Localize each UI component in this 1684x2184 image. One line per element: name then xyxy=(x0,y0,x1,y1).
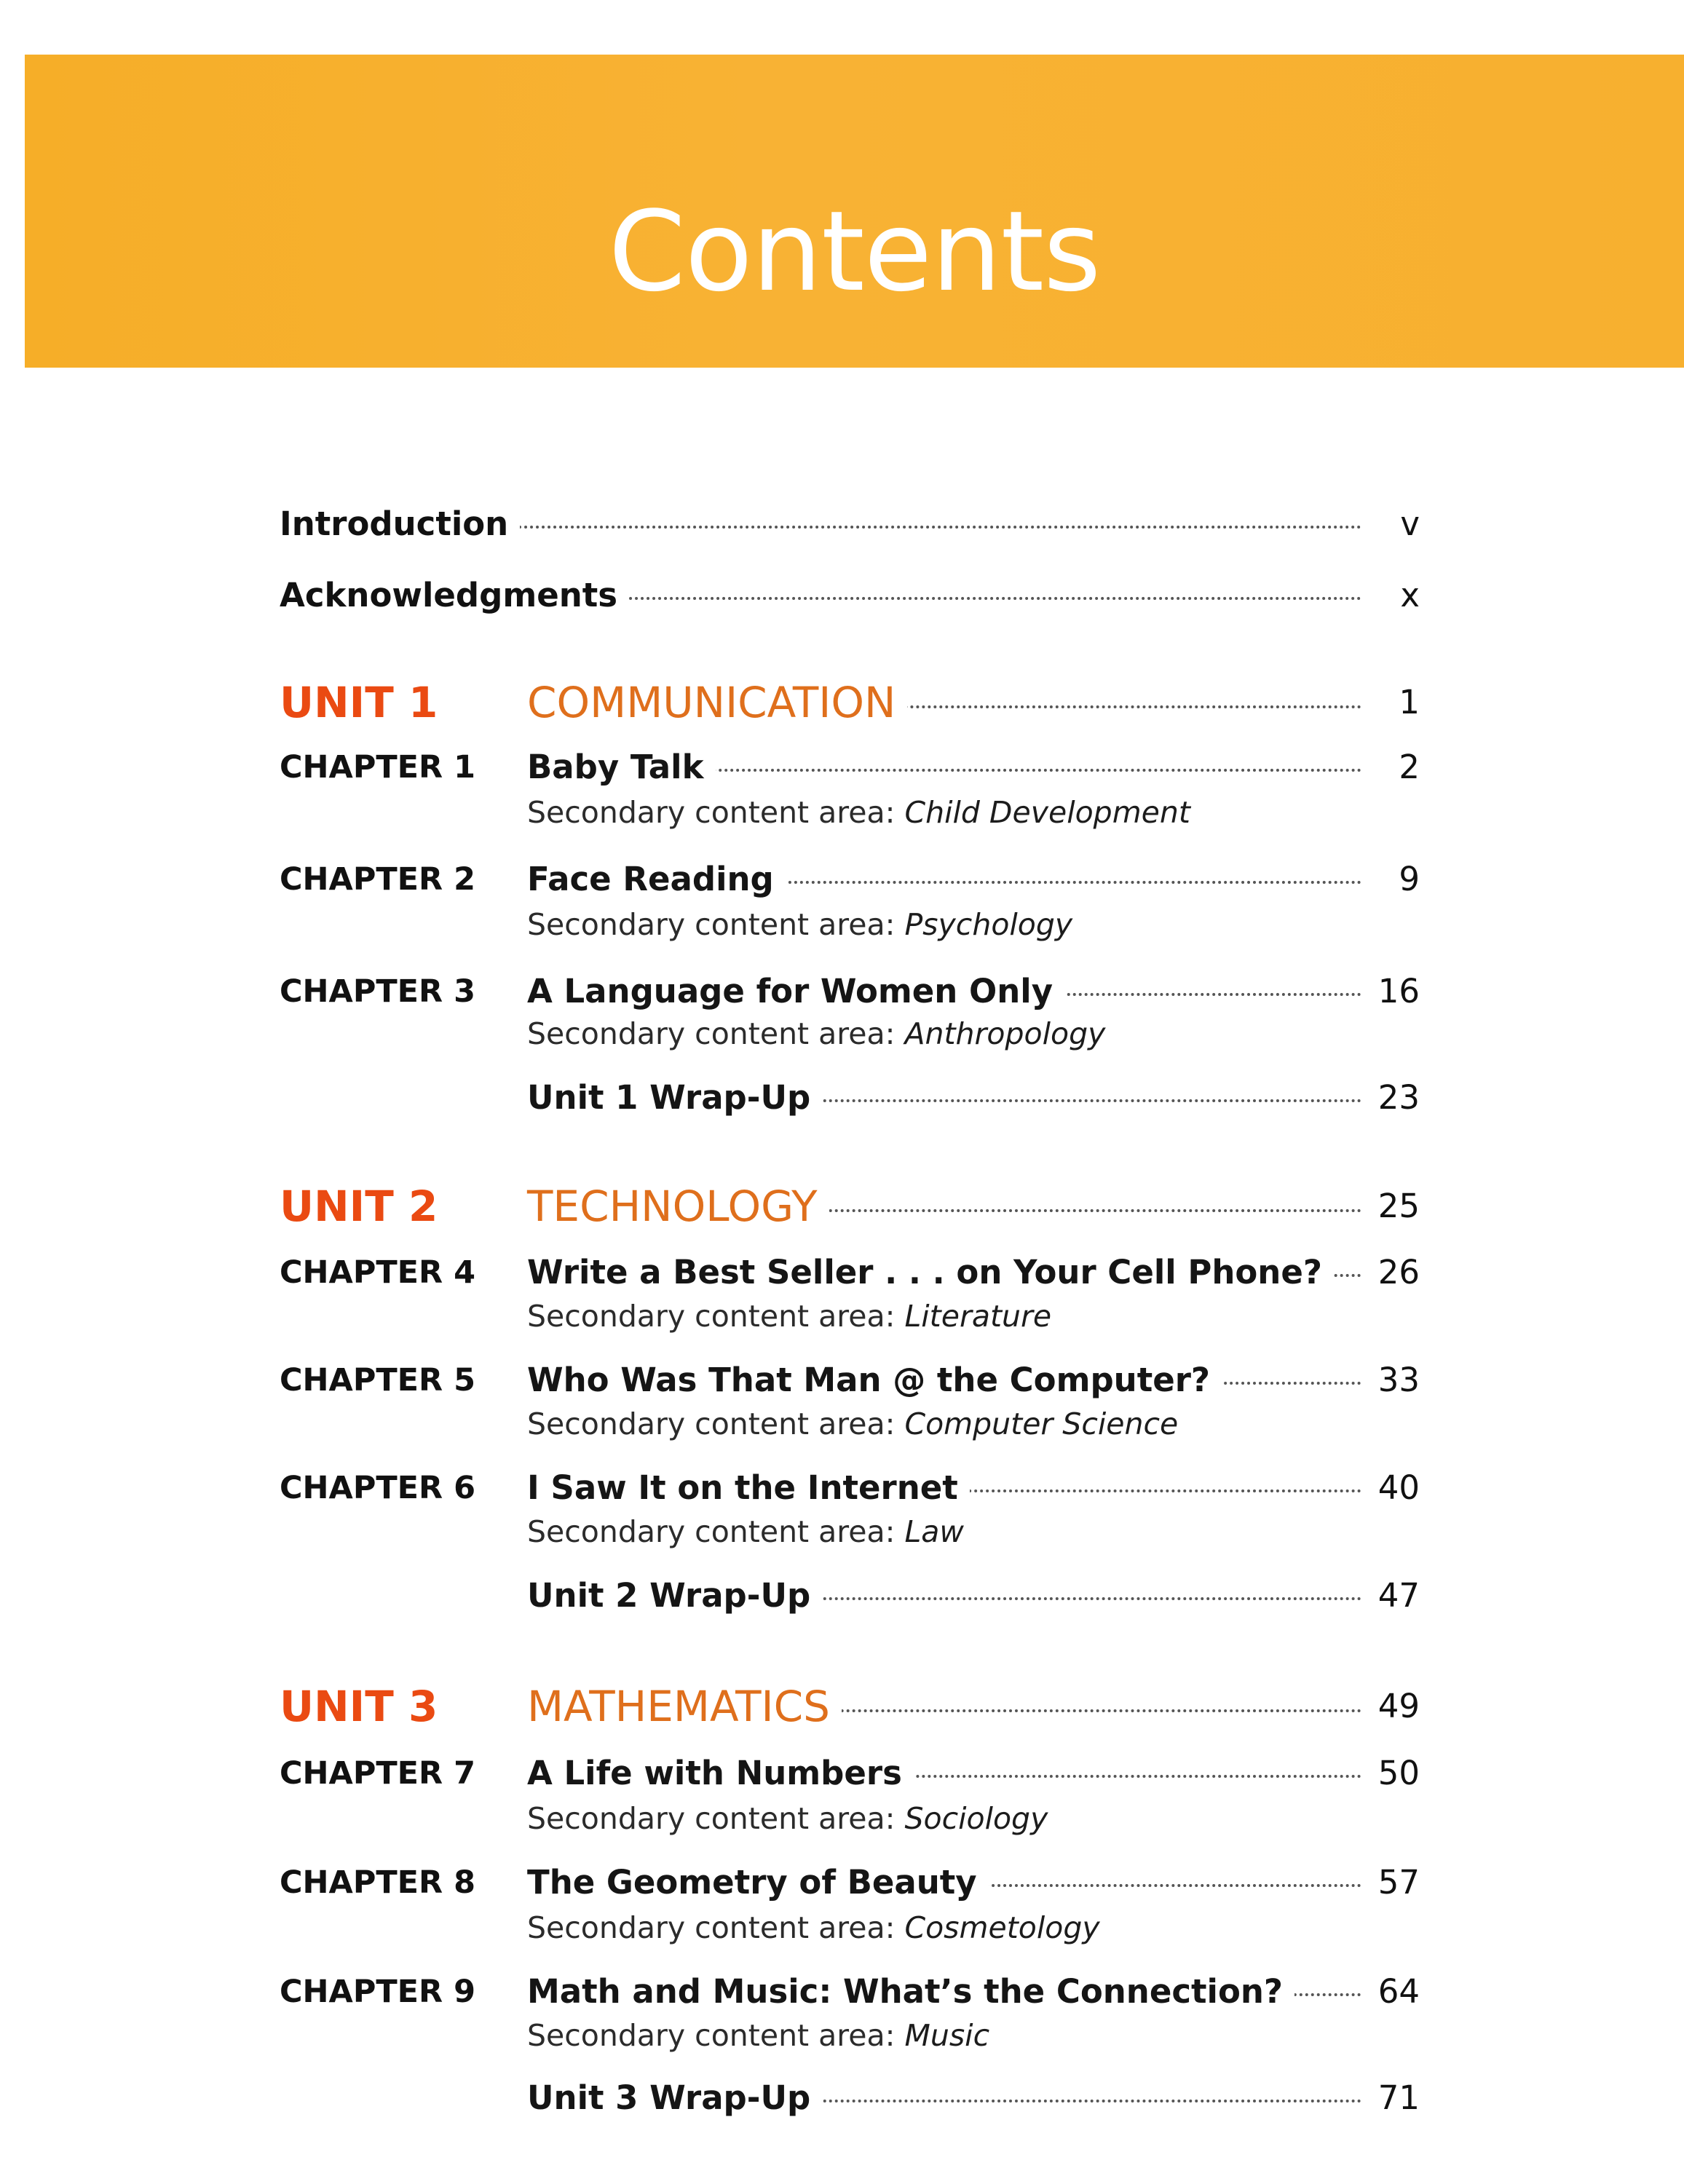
secondary-content-area xyxy=(527,1511,964,1552)
secondary-content-area xyxy=(527,904,1072,945)
unit-label: UNIT 1 xyxy=(280,678,438,727)
secondary-area-name: Computer Science xyxy=(904,1406,1179,1441)
page-title: Contents xyxy=(608,187,1101,316)
toc-chapter-entry[interactable] xyxy=(280,968,1420,1015)
secondary-prefix: Secondary content area: xyxy=(527,1801,905,1836)
unit-title: MATHEMATICS xyxy=(527,1680,842,1733)
secondary-prefix: Secondary content area: xyxy=(527,1406,905,1441)
toc-wrapup-entry[interactable] xyxy=(280,2075,1420,2121)
chapter-label: CHAPTER 5 xyxy=(280,1362,476,1398)
chapter-title: Baby Talk xyxy=(527,744,716,791)
secondary-content-area xyxy=(527,1013,1105,1054)
wrapup-page: 23 xyxy=(1367,1075,1420,1121)
toc-chapter-entry[interactable] xyxy=(280,1750,1420,1797)
secondary-prefix: Secondary content area: xyxy=(527,1514,905,1549)
toc-unit-mathematics[interactable] xyxy=(280,1680,1420,1731)
secondary-prefix: Secondary content area: xyxy=(527,795,905,830)
secondary-content-area xyxy=(527,1296,1051,1337)
chapter-page: 40 xyxy=(1367,1465,1420,1511)
wrapup-title: Unit 1 Wrap-Up xyxy=(527,1075,822,1121)
secondary-area-name: Sociology xyxy=(904,1801,1048,1836)
secondary-content-area xyxy=(527,1907,1100,1948)
secondary-prefix: Secondary content area: xyxy=(527,1016,905,1051)
wrapup-title: Unit 2 Wrap-Up xyxy=(527,1572,822,1619)
chapter-title: Math and Music: What’s the Connection? xyxy=(527,1969,1294,2015)
toc-chapter-entry[interactable] xyxy=(280,1859,1420,1906)
chapter-label: CHAPTER 7 xyxy=(280,1755,476,1792)
secondary-content-area xyxy=(527,1798,1048,1839)
toc-entry-acknowledgments[interactable] xyxy=(280,572,1420,619)
secondary-area-name: Anthropology xyxy=(904,1016,1106,1051)
secondary-area-name: Psychology xyxy=(904,907,1073,942)
chapter-label: CHAPTER 8 xyxy=(280,1864,476,1901)
unit-title: TECHNOLOGY xyxy=(527,1180,829,1233)
chapter-title: Face Reading xyxy=(527,856,786,903)
secondary-prefix: Secondary content area: xyxy=(527,1299,905,1334)
toc-wrapup-entry[interactable] xyxy=(280,1075,1420,1121)
secondary-content-area xyxy=(527,2015,989,2056)
wrapup-page: 47 xyxy=(1367,1572,1420,1619)
secondary-prefix: Secondary content area: xyxy=(527,2018,905,2053)
toc-chapter-entry[interactable] xyxy=(280,1357,1420,1404)
toc-chapter-entry[interactable] xyxy=(280,1969,1420,2015)
chapter-title: The Geometry of Beauty xyxy=(527,1859,989,1906)
toc-chapter-entry[interactable] xyxy=(280,744,1420,791)
toc-entry-page: x xyxy=(1367,572,1420,619)
chapter-title: A Language for Women Only xyxy=(527,968,1064,1015)
chapter-label: CHAPTER 6 xyxy=(280,1470,476,1506)
toc-chapter-entry[interactable] xyxy=(280,1249,1420,1296)
secondary-area-name: Law xyxy=(904,1514,964,1549)
unit-page: 49 xyxy=(1367,1680,1420,1733)
chapter-title: A Life with Numbers xyxy=(527,1750,914,1797)
unit-title: COMMUNICATION xyxy=(527,676,907,729)
chapter-title: Who Was That Man @ the Computer? xyxy=(527,1357,1222,1404)
unit-page: 1 xyxy=(1367,676,1420,729)
wrapup-page: 71 xyxy=(1367,2075,1420,2121)
chapter-page: 2 xyxy=(1367,744,1420,791)
chapter-label: CHAPTER 1 xyxy=(280,749,476,786)
unit-label: UNIT 2 xyxy=(280,1182,438,1231)
unit-page: 25 xyxy=(1367,1180,1420,1233)
toc-entry-page: v xyxy=(1367,501,1420,547)
unit-label: UNIT 3 xyxy=(280,1682,438,1731)
wrapup-title: Unit 3 Wrap-Up xyxy=(527,2075,822,2121)
secondary-prefix: Secondary content area: xyxy=(527,907,905,942)
toc-chapter-entry[interactable] xyxy=(280,856,1420,903)
toc-unit-communication[interactable] xyxy=(280,676,1420,727)
toc-entry-introduction[interactable] xyxy=(280,501,1420,547)
toc-unit-technology[interactable] xyxy=(280,1180,1420,1231)
toc-wrapup-entry[interactable] xyxy=(280,1572,1420,1619)
secondary-prefix: Secondary content area: xyxy=(527,1910,905,1945)
secondary-area-name: Child Development xyxy=(904,795,1190,830)
chapter-page: 57 xyxy=(1367,1859,1420,1906)
chapter-label: CHAPTER 2 xyxy=(280,861,476,898)
secondary-content-area xyxy=(527,1404,1178,1444)
chapter-page: 33 xyxy=(1367,1357,1420,1404)
chapter-page: 16 xyxy=(1367,968,1420,1015)
chapter-label: CHAPTER 4 xyxy=(280,1254,476,1291)
secondary-area-name: Cosmetology xyxy=(904,1910,1100,1945)
secondary-area-name: Music xyxy=(904,2018,990,2053)
toc-entry-title: Acknowledgments xyxy=(280,572,629,619)
toc-entry-title: Introduction xyxy=(280,501,520,547)
chapter-title: Write a Best Seller . . . on Your Cell Phone? xyxy=(527,1249,1334,1296)
chapter-page: 50 xyxy=(1367,1750,1420,1797)
secondary-content-area xyxy=(527,792,1190,833)
chapter-page: 26 xyxy=(1367,1249,1420,1296)
toc-chapter-entry[interactable] xyxy=(280,1465,1420,1511)
chapter-title: I Saw It on the Internet xyxy=(527,1465,970,1511)
chapter-page: 9 xyxy=(1367,856,1420,903)
secondary-area-name: Literature xyxy=(904,1299,1052,1334)
chapter-label: CHAPTER 3 xyxy=(280,973,476,1010)
chapter-page: 64 xyxy=(1367,1969,1420,2015)
chapter-label: CHAPTER 9 xyxy=(280,1974,476,2010)
